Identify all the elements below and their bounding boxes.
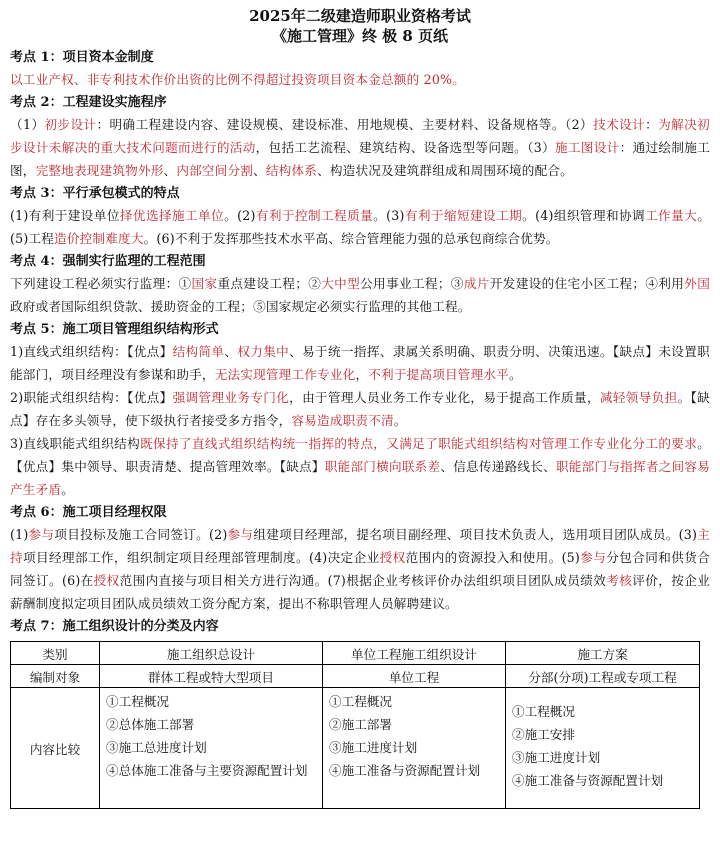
body-text: 组建项目经理部，提名项目副经理、项目技术负责人，选用项目团队成员。(3) xyxy=(253,527,698,542)
table-header: 单位工程施工组织设计 xyxy=(323,642,506,665)
highlight-text: 施工图设计 xyxy=(555,140,620,155)
table-header: 施工方案 xyxy=(506,642,700,665)
highlight-text: 职能部门横向联系差 xyxy=(324,459,441,474)
body-text: 评价，按企业薪酬制度拟定项目团队成员绩效工资分配方案，提出不称职管理人员解聘建议。 xyxy=(10,573,711,611)
highlight-text: 无法实现管理工作专业化 xyxy=(214,367,356,382)
list-item: ①工程概况 xyxy=(512,704,575,719)
body-text: （1） xyxy=(10,117,45,132)
point-heading: 考点 7：施工组织设计的分类及内容 xyxy=(10,619,219,634)
highlight-text: 成片 xyxy=(463,276,490,291)
point-paragraph xyxy=(10,113,710,182)
highlight-text: 外国 xyxy=(684,276,711,291)
body-text: 。 xyxy=(61,482,74,497)
list-item: ③施工进度计划 xyxy=(512,750,601,765)
list-item: ②施工安排 xyxy=(512,727,575,742)
table-cell: 群体工程或特大型项目 xyxy=(100,665,323,688)
highlight-text: 结构体系 xyxy=(265,163,318,178)
list-item: ②总体施工部署 xyxy=(106,717,195,732)
document-title: 2025年二级建造师职业资格考试 xyxy=(249,7,471,25)
list-item: ④总体施工准备与主要资源配置计划 xyxy=(106,763,308,778)
body-text: 。(3) xyxy=(373,208,405,223)
highlight-text: 技术设计 xyxy=(593,117,646,132)
body-text: 、易于统一指挥、隶属关系明确、职责分明、决策迅速。【缺点】未设置职能部门，项目经理没有参谋和助手， xyxy=(10,344,710,382)
construction-design-table xyxy=(10,641,700,809)
body-text: 、构造状况及建筑群组成和周围环境的配合。 xyxy=(317,163,573,178)
body-text: ，包括工艺流程、建筑结构、设备选型等问题。（3） xyxy=(255,140,555,155)
body-text: 、 xyxy=(163,163,177,178)
highlight-text: 初步设计 xyxy=(44,117,97,132)
highlight-text: 参与 xyxy=(227,527,254,542)
highlight-text: 有利于控制工程质量 xyxy=(255,208,374,223)
highlight-text: 参与 xyxy=(28,527,55,542)
body-text: 1)直线式组织结构：【优点】 xyxy=(10,344,173,359)
document-subtitle: 《施工管理》终 极 8 页纸 xyxy=(271,27,449,45)
body-text: 。 xyxy=(393,413,407,428)
point-paragraph xyxy=(10,272,710,318)
table-cell: 单位工程 xyxy=(323,665,506,688)
list-item: ②施工部署 xyxy=(329,717,392,732)
highlight-text: 权力集中 xyxy=(237,344,290,359)
body-text: 范围内直接与项目相关方进行沟通。(7)根据企业考核评价办法组织项目团队成员绩效 xyxy=(119,573,607,588)
document-page xyxy=(10,0,710,809)
body-text: 开发建设的住宅小区工程；④利用 xyxy=(489,276,685,291)
list-item: ①工程概况 xyxy=(106,694,169,709)
table-cell: 编制对象 xyxy=(11,665,100,688)
table-row xyxy=(11,665,700,688)
body-text: 。 xyxy=(508,367,522,382)
table-cell-list xyxy=(323,688,506,809)
point-paragraph xyxy=(10,340,710,386)
highlight-text: 参与 xyxy=(580,550,607,565)
highlight-text: 减轻领导负担 xyxy=(599,390,678,405)
table-cell: 内容比较 xyxy=(11,688,100,809)
body-text: 重点建设工程；② xyxy=(217,276,322,291)
point-heading: 考点 4：强制实行监理的工程范围 xyxy=(10,254,206,269)
highlight-text: 强调管理业务专门化 xyxy=(172,390,290,405)
point-heading: 考点 1：项目资本金制度 xyxy=(10,50,154,65)
highlight-text: 职能部门与指挥者之间容易产生矛盾 xyxy=(10,459,711,497)
highlight-text: 工作量大 xyxy=(645,208,698,223)
points-section xyxy=(10,47,710,637)
highlight-text: 完整地表现建筑物外形 xyxy=(35,163,164,178)
highlight-text: 国家 xyxy=(191,276,218,291)
highlight-text: 既保持了直线式组织结构统一指挥的特点，又满足了职能式组织结构对管理工作专业化分工的要求 xyxy=(140,436,698,451)
list-item: ④施工准备与资源配置计划 xyxy=(512,773,664,788)
highlight-text: 造价控制难度大 xyxy=(54,231,144,246)
body-text: 公用事业工程；③ xyxy=(360,276,464,291)
point-paragraph xyxy=(10,386,710,432)
body-text: 分包合同和供货合同签订。(6)在 xyxy=(10,550,710,588)
table-cell: 分部(分项)工程或专项工程 xyxy=(506,665,700,688)
point-paragraph xyxy=(10,204,710,250)
body-text: ，由于管理人员业务工作专业化，易于提高工作质量， xyxy=(289,390,600,405)
body-text: (1)有利于建设单位 xyxy=(10,208,120,223)
highlight-text: 不利于提高项目管理水平 xyxy=(368,367,509,382)
body-text: 项目经理部工作，组织制定项目经理部管理制度。(4)决定企业 xyxy=(23,550,380,565)
highlight-text: 择优选择施工单位 xyxy=(119,208,225,223)
body-text: 。(4)组织管理和协调 xyxy=(522,208,646,223)
point-heading: 考点 5：施工项目管理组织结构形式 xyxy=(10,322,219,337)
point-paragraph xyxy=(10,523,710,615)
body-text: 下列建设工程必须实行监理：① xyxy=(10,276,192,291)
body-text: ：明确工程建设内容、建设规模、建设标准、用地规模、主要材料、设备规格等。（2） xyxy=(96,117,594,132)
highlight-text: 大中型 xyxy=(321,276,361,291)
body-text: 、 xyxy=(224,344,238,359)
point-paragraph xyxy=(10,432,710,501)
body-text: 3)直线职能式组织结构 xyxy=(10,436,141,451)
body-text: (1) xyxy=(10,527,29,542)
table-row xyxy=(11,688,700,809)
table-header-row xyxy=(11,642,700,665)
body-text: ：通过绘制施工图， xyxy=(10,140,710,178)
body-text: 、信息传递路线长、 xyxy=(440,459,556,474)
body-text: 范围内的资源投入和使用。(5) xyxy=(405,550,581,565)
highlight-text: 容易造成职责不清 xyxy=(291,413,394,428)
table-cell-list xyxy=(506,688,700,809)
body-text: 政府或者国际组织贷款、援助资金的工程；⑤国家规定必须实行监理的其他工程。 xyxy=(10,299,471,314)
point-heading: 考点 6：施工项目经理权限 xyxy=(10,505,167,520)
body-text: 。(2) xyxy=(224,208,256,223)
table-header: 施工组织总设计 xyxy=(100,642,323,665)
list-item: ③施工总进度计划 xyxy=(106,740,207,755)
body-text: 2)职能式组织结构：【优点】 xyxy=(10,390,173,405)
highlight-text: 授权 xyxy=(379,550,406,565)
highlight-text: 考核 xyxy=(606,573,633,588)
body-text: 项目投标及施工合同签订。(2) xyxy=(54,527,228,542)
list-item: ①工程概况 xyxy=(329,694,392,709)
point-heading: 考点 2：工程建设实施程序 xyxy=(10,95,167,110)
highlight-text: 有利于缩短建设工期 xyxy=(404,208,523,223)
highlight-text: 结构简单 xyxy=(172,344,225,359)
highlight-text: 授权 xyxy=(93,573,120,588)
body-text: 。(5)工程 xyxy=(10,208,710,246)
highlight-text: 内部空间分割 xyxy=(176,163,254,178)
table-header: 类别 xyxy=(11,642,100,665)
table-cell-list xyxy=(100,688,323,809)
list-item: ④施工准备与资源配置计划 xyxy=(329,763,481,778)
highlight-text: 为解决初步设计未解决的重大技术问题而进行的活动 xyxy=(10,117,710,155)
body-text: 。【缺点】存在多头领导，使下级执行者接受多方指令， xyxy=(10,390,710,428)
point-heading: 考点 3：平行承包模式的特点 xyxy=(10,186,180,201)
body-text: ： xyxy=(645,117,659,132)
body-text: ， xyxy=(355,367,369,382)
highlight-text: 主持 xyxy=(10,527,710,565)
body-text: 。(6)不利于发挥那些技术水平高、综合管理能力强的总承包商综合优势。 xyxy=(143,231,559,246)
list-item: ③施工进度计划 xyxy=(329,740,418,755)
highlight-text: 以工业产权、非专利技术作价出资的比例不得超过投资项目资本金总额的 20%。 xyxy=(10,72,465,87)
body-text: 。【优点】集中领导、职责清楚、提高管理效率。【缺点】 xyxy=(10,436,710,474)
point-paragraph xyxy=(10,68,710,91)
body-text: 、 xyxy=(253,163,266,178)
